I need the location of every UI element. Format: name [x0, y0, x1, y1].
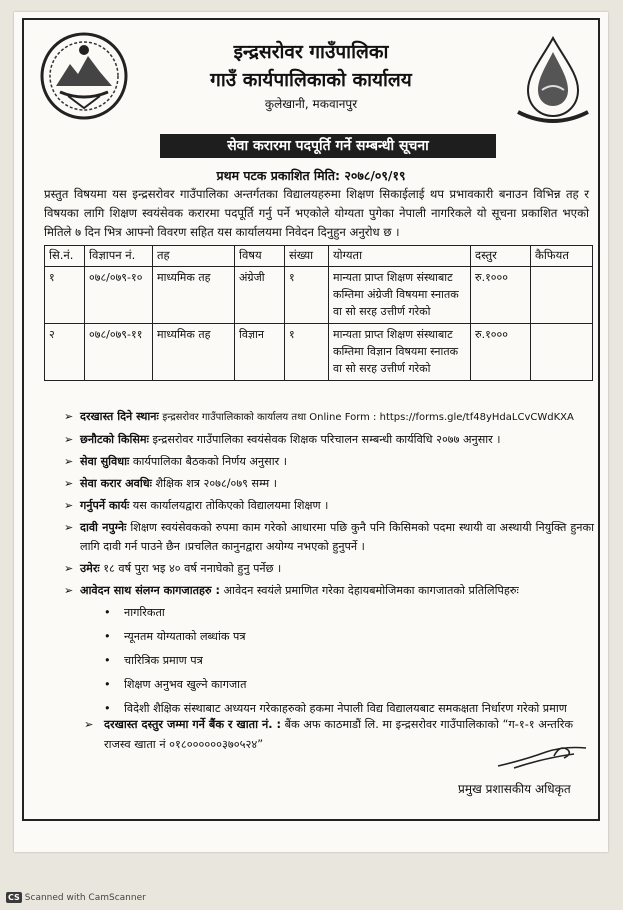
table-cell — [531, 267, 593, 324]
document-item — [64, 627, 594, 646]
signatory-title: प्रमुख प्रशासकीय अधिकृत — [458, 782, 571, 796]
item-text: शिक्षण स्वयंसेवकको रुपमा काम गरेको आधारमा पछि कुनै पनि किसिमको पदमा स्थायी वा अस्थायी नियुक्ति हुनका लागि दावी गर्न पाउने छैन ।प्रचलित कानुनद्वारा अयोग्य नभएको हुनुपर्ने । — [80, 521, 594, 553]
item-label: सेवा करार अवधिः — [80, 477, 152, 490]
item-text: शैक्षिक शत्र २०७८/०७९ सम्म । — [155, 477, 277, 490]
vacancy-table — [44, 245, 593, 381]
list-item — [64, 474, 594, 493]
bullet-icon: • — [104, 678, 111, 691]
col-serial: सि.नं. — [45, 246, 85, 267]
table-cell: मान्यता प्राप्त शिक्षण संस्थाबाट कम्तिमा विज्ञान विषयमा स्नातक वा सो सरह उत्तीर्ण गरेको — [329, 324, 471, 381]
document-item — [64, 603, 594, 622]
table-cell: २ — [45, 324, 85, 381]
notice-page — [14, 12, 608, 852]
item-label: गर्नुपर्ने कार्यः — [80, 499, 130, 512]
list-item — [64, 559, 594, 578]
table-cell: अंग्रेजी — [235, 267, 285, 324]
bullet-icon: • — [104, 606, 111, 619]
table-cell: रु.१००० — [471, 324, 531, 381]
scanner-text: Scanned with CamScanner — [24, 893, 146, 903]
document-text: चारित्रिक प्रमाण पत्र — [124, 654, 203, 667]
table-cell: रु.१००० — [471, 267, 531, 324]
item-text: १८ वर्ष पुरा भइ ४० वर्ष ननाघेको हुनु पर्नेछ । — [103, 562, 282, 575]
notice-title-banner: सेवा करारमा पदपूर्ति गर्ने सम्बन्धी सूचना — [160, 134, 496, 158]
table-cell: ०७८/०७९-११ — [85, 324, 153, 381]
item-text: इन्द्रसरोवर गाउँपालिका स्वयंसेवक शिक्षक परिचालन सम्बन्धी कार्यविधि २०७७ अनुसार । — [152, 433, 501, 446]
document-text: विदेशी शैक्षिक संस्थाबाट अध्ययन गरेकाहरुको हकमा नेपाली विद्य विद्यालयबाट समकक्षता निर्धारण गरेको प्रमाण — [124, 702, 567, 715]
list-item — [64, 452, 594, 471]
table-row — [45, 267, 593, 324]
document-text: शिक्षण अनुभव खुल्ने कागजात — [124, 678, 247, 691]
arrow-bullet-icon: ➢ — [64, 584, 74, 597]
table-cell: १ — [285, 267, 329, 324]
item-label: दरखास्त दिने स्थानः — [80, 410, 159, 423]
item-label: आवेदन साथ संलग्न कागजातहरु : — [80, 584, 220, 597]
bullet-icon: • — [104, 654, 111, 667]
col-subject: विषय — [235, 246, 285, 267]
item-text: आवेदन स्वयंले प्रमाणित गरेका देहायबमोजिमका कागजातको प्रतिलिपिहरुः — [223, 584, 519, 597]
item-text: इन्द्रसरोवर गाउँपालिकाको कार्यालय तथा Online Form : https://forms.gle/tf48yHdaLCvCWdKXA — [162, 412, 574, 423]
col-fee: दस्तुर — [471, 246, 531, 267]
document-text: न्यूनतम योग्यताको लब्धांक पत्र — [124, 630, 246, 643]
col-level: तह — [153, 246, 235, 267]
col-remarks: कैफियत — [531, 246, 593, 267]
intro-paragraph: प्रस्तुत विषयमा यस इन्द्रसरोवर गाउँपालिका अन्तर्गतका विद्यालयहरुमा शिक्षण सिकाईलाई थप प्रभावकारी बनाउन विभिन्न तह र विषयका लागि शिक्षण स्वयंसेवक करारमा पदपूर्ति गर्नु पर्ने भएकोले योग्यता पुगेका नेपाली नागरिकले यो सूचना प्रकाशित भएको मितिले ७ दिन भित्र आफ्नो विवरण सहित यस कार्यालयमा निवेदन दिनुहुन अनुरोध छ । — [44, 187, 589, 239]
office-address: कुलेखानी, मकवानपुर — [264, 97, 358, 111]
arrow-bullet-icon: ➢ — [64, 521, 74, 534]
office-name: इन्द्रसरोवर गाउँपालिका — [233, 41, 389, 63]
table-header-row — [45, 246, 593, 267]
table-cell — [531, 324, 593, 381]
bank-text: बैंक अफ काठमाडौं लि. मा इन्द्रसरोवर गाउँपालिकाको “ग-१-१ अन्तरिक राजस्व खाता नं ०१८००००००३७०५२४” — [104, 718, 574, 751]
camscanner-badge: CS — [8, 893, 20, 902]
publication-date: प्रथम पटक प्रकाशित मिति: २०७८/०९/१९ — [216, 168, 406, 183]
item-text: कार्यपालिका बैठकको निर्णय अनुसार । — [132, 455, 287, 468]
table-cell: १ — [45, 267, 85, 324]
list-item — [64, 430, 594, 449]
arrow-bullet-icon: ➢ — [64, 499, 74, 512]
list-item — [64, 496, 594, 515]
item-label: छनौटको किसिमः — [80, 433, 149, 446]
table-cell: माध्यमिक तह — [153, 267, 235, 324]
list-item — [64, 407, 594, 427]
table-cell: ०७८/०७९-१० — [85, 267, 153, 324]
bank-label: दरखास्त दस्तुर जम्मा गर्ने बैंक र खाता नं. : — [104, 718, 281, 731]
col-count: संख्या — [285, 246, 329, 267]
arrow-bullet-icon: ➢ — [64, 433, 74, 446]
arrow-bullet-icon: ➢ — [84, 718, 94, 731]
table-cell: १ — [285, 324, 329, 381]
notice-details-list — [64, 407, 594, 723]
item-label: उमेरः — [80, 562, 100, 575]
table-cell: माध्यमिक तह — [153, 324, 235, 381]
list-item — [64, 581, 594, 600]
office-subtitle: गाउँ कार्यपालिकाको कार्यालय — [210, 69, 412, 91]
bullet-icon: • — [104, 702, 111, 715]
scanner-watermark — [6, 892, 146, 903]
page-border — [22, 18, 600, 821]
arrow-bullet-icon: ➢ — [64, 455, 74, 468]
item-text: यस कार्यालयद्वारा तोकिएको विद्यालयमा शिक्षण । — [132, 499, 329, 512]
arrow-bullet-icon: ➢ — [64, 410, 74, 423]
arrow-bullet-icon: ➢ — [64, 562, 74, 575]
document-item — [64, 675, 594, 694]
signature-icon — [494, 740, 594, 774]
item-label: सेवा सुविधाः — [80, 455, 130, 468]
list-item — [64, 518, 594, 556]
item-label: दावी नपुग्नेः — [80, 521, 127, 534]
col-ad-number: विज्ञापन नं. — [85, 246, 153, 267]
table-cell: मान्यता प्राप्त शिक्षण संस्थाबाट कम्तिमा अंग्रेजी विषयमा स्नातक वा सो सरह उत्तीर्ण गरेको — [329, 267, 471, 324]
bullet-icon: • — [104, 630, 111, 643]
col-qualification: योग्यता — [329, 246, 471, 267]
arrow-bullet-icon: ➢ — [64, 477, 74, 490]
table-cell: विज्ञान — [235, 324, 285, 381]
document-text: नागरिकता — [124, 606, 165, 619]
document-item — [64, 651, 594, 670]
table-row — [45, 324, 593, 381]
